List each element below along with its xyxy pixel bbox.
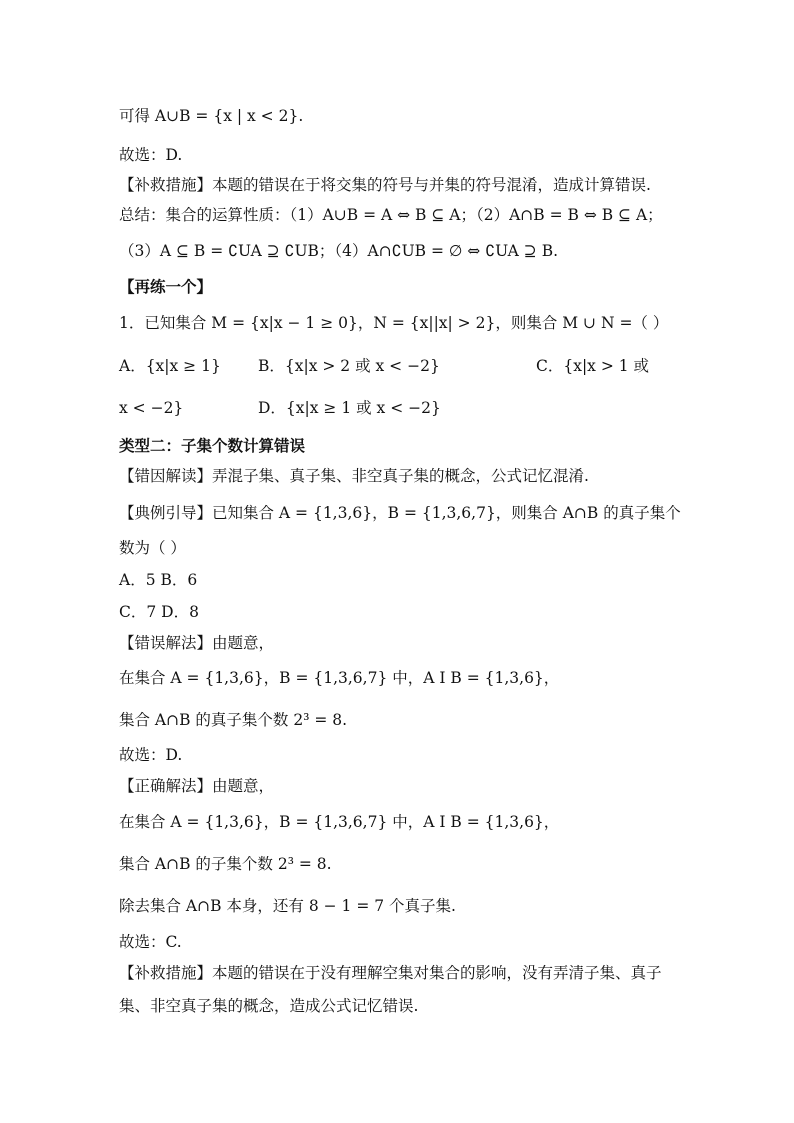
text-line: 【错误解法】由题意， [119, 634, 275, 652]
text-line: 除去集合 A∩B 本身，还有 8 − 1 = 7 个真子集. [119, 897, 456, 915]
text-line: 【错因解读】弄混子集、真子集、非空真子集的概念，公式记忆混淆. [119, 467, 589, 485]
text-line: 【正确解法】由题意， [119, 777, 275, 795]
text-line: 故选：C. [119, 933, 182, 951]
option-c: C．{x|x > 1 或 [536, 357, 650, 375]
question-stem: 1．已知集合 M = {x|x − 1 ≥ 0}，N = {x||x| > 2}，则集合 M ∪ N =（ ） [119, 314, 669, 332]
text-line: 总结：集合的运算性质：（1）A∪B = A ⇔ B ⊆ A；（2）A∩B = B ⇔ B ⊆ A； [119, 206, 663, 224]
text-line: A．5 B．6 [119, 571, 198, 589]
option-b: B．{x|x > 2 或 x < −2} [258, 357, 440, 375]
text-line: 数为（ ） [119, 539, 186, 557]
option-c-continued: x < −2} [119, 399, 184, 417]
option-d: D．{x|x ≥ 1 或 x < −2} [258, 399, 441, 417]
text-line: 【补救措施】本题的错误在于没有理解空集对集合的影响，没有弄清子集、真子 [119, 964, 662, 982]
section-heading: 【再练一个】 [119, 277, 213, 296]
section-heading: 类型二：子集个数计算错误 [119, 436, 306, 455]
text-line: 集、非空真子集的概念，造成公式记忆错误. [119, 997, 419, 1015]
text-line: 故选：D. [119, 146, 183, 164]
text-line: 集合 A∩B 的真子集个数 2³ = 8. [119, 711, 348, 729]
text-line: 可得 A∪B = {x | x < 2}. [119, 107, 304, 125]
text-line: 故选：D. [119, 746, 183, 764]
text-line: 【补救措施】本题的错误在于将交集的符号与并集的符号混淆，造成计算错误. [119, 176, 651, 194]
text-line: 集合 A∩B 的子集个数 2³ = 8. [119, 855, 332, 873]
text-line: 【典例引导】已知集合 A = {1,3,6}，B = {1,3,6,7}，则集合 A∩B 的真子集个 [119, 504, 681, 522]
text-line: 在集合 A = {1,3,6}，B = {1,3,6,7} 中，A I B = {1,3,6}， [119, 669, 560, 687]
text-line: 在集合 A = {1,3,6}，B = {1,3,6,7} 中，A I B = {1,3,6}， [119, 813, 560, 831]
text-line: C．7 D．8 [119, 603, 199, 621]
text-line: （3）A ⊆ B = ∁UA ⊇ ∁UB；（4）A∩∁UB = ∅ ⇔ ∁UA ⊇ B. [119, 242, 559, 260]
option-a: A．{x|x ≥ 1} [119, 357, 221, 375]
